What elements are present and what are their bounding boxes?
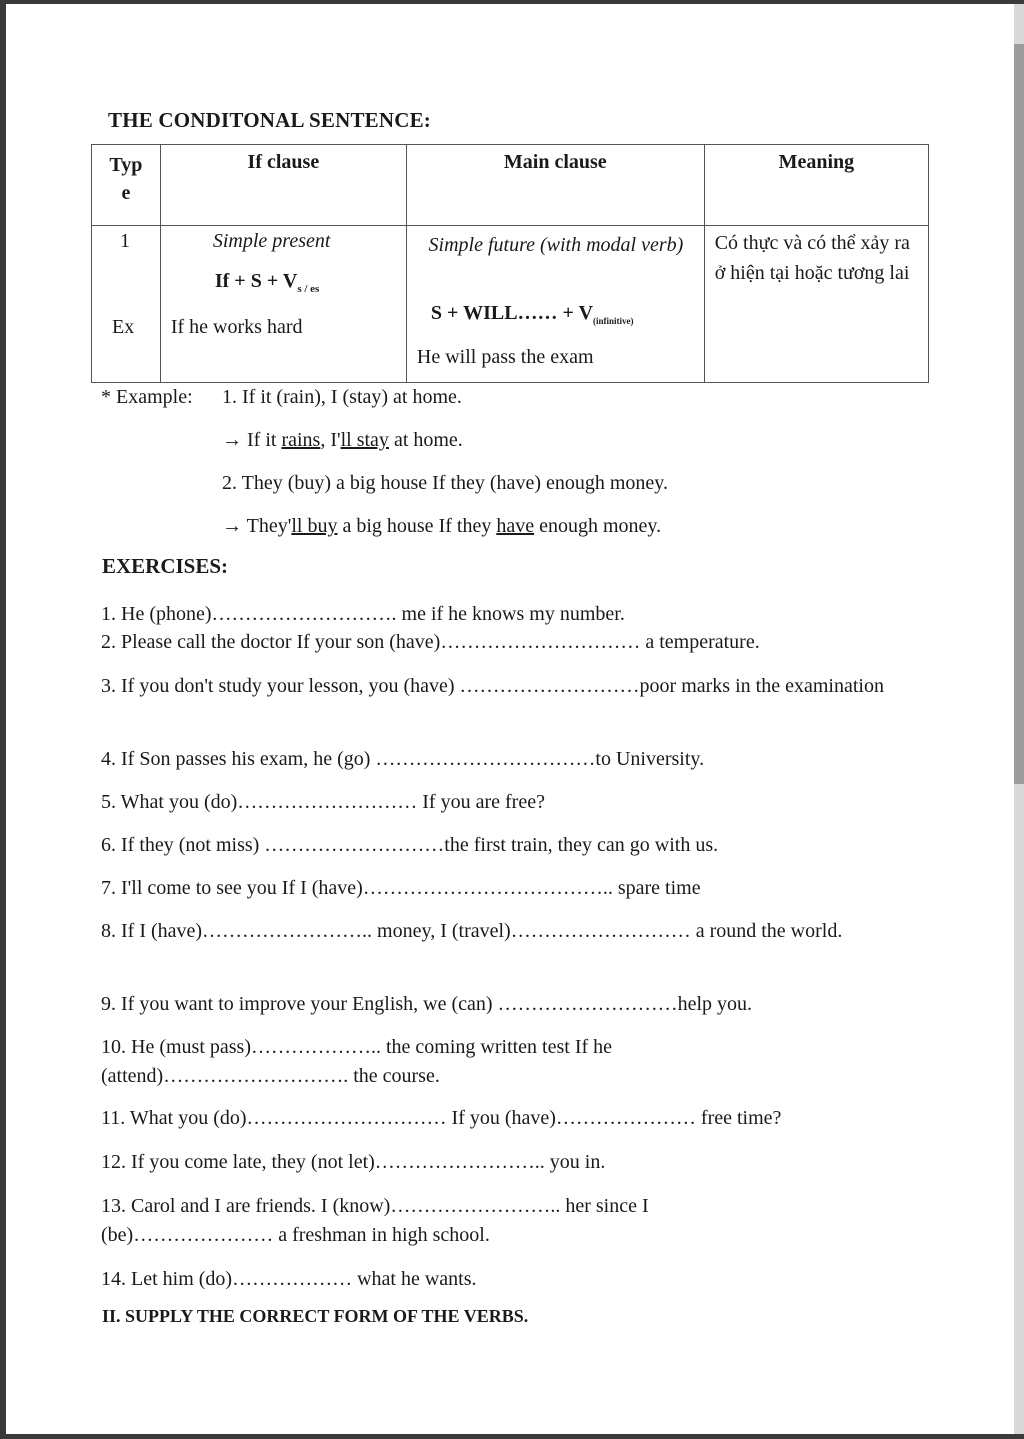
type-cell xyxy=(92,226,161,383)
example-line-2: → If it rains, I'll stay at home. xyxy=(222,429,463,451)
exercises-heading: EXERCISES: xyxy=(102,554,229,578)
main-example: He will pass the exam xyxy=(416,346,594,368)
ex-label: Ex xyxy=(112,316,135,338)
conditional-table xyxy=(91,144,929,383)
document-page xyxy=(6,4,1014,1434)
main-clause-cell xyxy=(406,226,704,383)
table-row xyxy=(92,226,929,383)
scroll-thumb[interactable] xyxy=(1014,44,1024,784)
exercise-item: 12. If you come late, they (not let)…………………….. you in. xyxy=(101,1151,606,1173)
exercise-item: 1. He (phone)………………………. me if he knows my number. xyxy=(101,603,625,625)
scrollbar[interactable] xyxy=(1014,4,1024,1434)
example-line-4: → They'll buy a big house If they have enough money. xyxy=(222,515,662,537)
exercise-item: 8. If I (have)…………………….. money, I (travel)……………………… a round the world. xyxy=(101,920,843,942)
example-label: * Example: xyxy=(101,386,193,408)
example-line-3: 2. They (buy) a big house If they (have) enough money. xyxy=(222,472,668,494)
exercise-item: 11. What you (do)………………………… If you (have)………………… free time? xyxy=(101,1107,782,1129)
header-meaning: Meaning xyxy=(704,145,928,226)
meaning-cell xyxy=(704,226,928,383)
type-value: 1 xyxy=(120,230,130,252)
header-if-clause: If clause xyxy=(160,145,406,226)
exercise-item: 10. He (must pass)……………….. the coming written test If he (attend)………………………. the course. xyxy=(101,1036,613,1087)
if-formula: $If + S + V_{s / es}$ xyxy=(214,270,320,295)
meaning-text: Có thực và có thể xảy ra ở hiện tại hoặc tương lai xyxy=(714,232,910,284)
exercise-item: 3. If you don't study your lesson, you (have) ………………………poor marks in the examination xyxy=(101,675,884,697)
exercise-item: 4. If Son passes his exam, he (go) ……………………………to University. xyxy=(101,748,705,770)
main-formula: S + WILL…… + $V_{(infinitive)}$ xyxy=(430,302,634,326)
if-tense: Simple present xyxy=(212,230,331,252)
header-main-clause: Main clause xyxy=(406,145,704,226)
exercise-item: 2. Please call the doctor If your son (have)………………………… a temperature. xyxy=(101,631,760,653)
exercise-item: 9. If you want to improve your English, we (can) ………………………help you. xyxy=(101,993,753,1015)
header-type: Typ e xyxy=(92,145,161,226)
exercise-item: 7. I'll come to see you If I (have)……………………………….. spare time xyxy=(101,877,701,899)
page-title: THE CONDITONAL SENTENCE: xyxy=(108,108,431,132)
if-example: If he works hard xyxy=(170,316,303,338)
section-2-heading: II. SUPPLY THE CORRECT FORM OF THE VERBS. xyxy=(102,1306,529,1326)
table-header-row xyxy=(92,145,929,226)
example-line-1: 1. If it (rain), I (stay) at home. xyxy=(222,386,462,408)
exercise-item: 13. Carol and I are friends. I (know)…………………….. her since I (be)………………… a freshman in high school. xyxy=(101,1195,649,1246)
exercise-item: 6. If they (not miss) ………………………the first train, they can go with us. xyxy=(101,834,719,856)
exercise-item: 5. What you (do)……………………… If you are free? xyxy=(101,791,545,813)
exercise-item: 14. Let him (do)……………… what he wants. xyxy=(101,1268,477,1290)
main-tense: Simple future (with modal verb) xyxy=(428,234,684,256)
if-clause-cell xyxy=(160,226,406,383)
